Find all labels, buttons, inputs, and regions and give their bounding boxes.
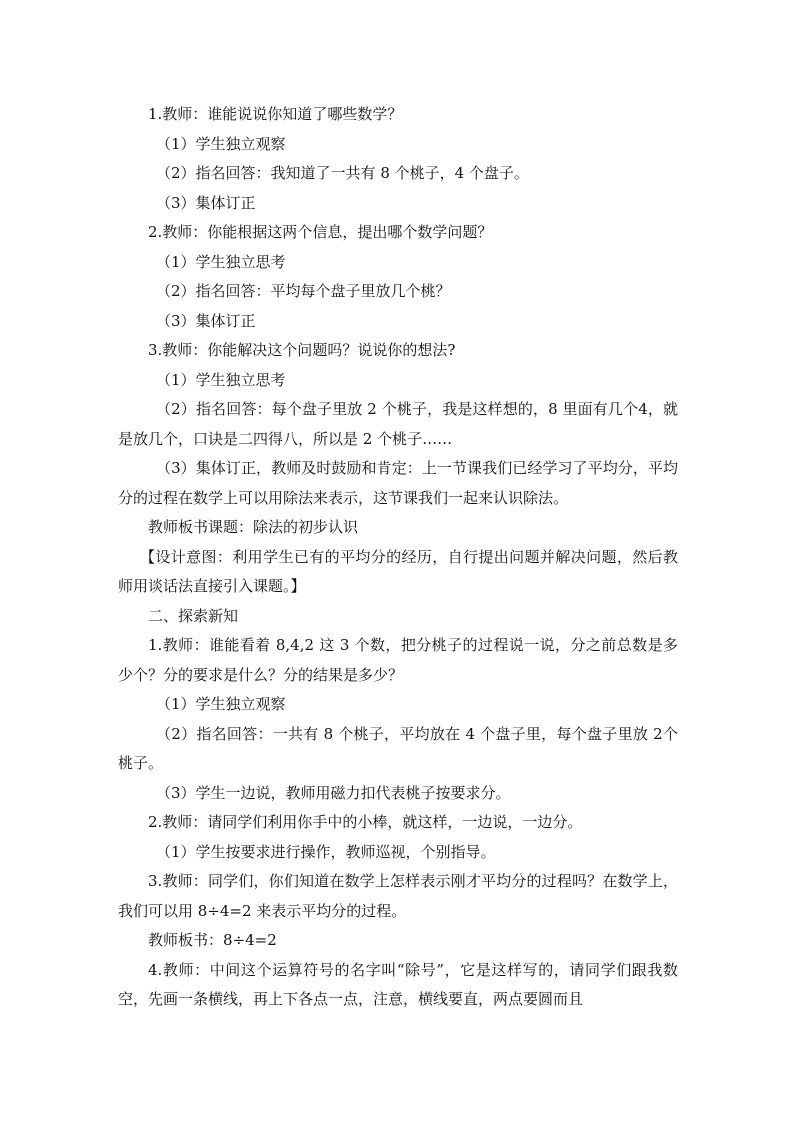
paragraph-e1-step3: （3）学生一边说，教师用磁力扣代表桃子按要求分。 (156, 783, 511, 802)
paragraph-board-title: 教师板书课题：除法的初步认识 (148, 518, 359, 536)
paragraph-e4: 4.教师：中间这个运算符号的名字叫“除号”，它是这样写的，请同学们跟我数空，先画一条横线，再上下各点一点，注意，横线要直，两点要圆而且 (118, 960, 678, 1008)
paragraph-q2: 2.教师：你能根据这两个信息，提出哪个数学问题？ (148, 223, 493, 241)
paragraph-board-equation: 教师板书：8÷4=2 (148, 931, 277, 949)
paragraph-q1-step1: （1）学生独立观察 (156, 134, 286, 153)
paragraph-q1: 1.教师：谁能说说你知道了哪些数学？ (148, 105, 403, 123)
paragraph-q1-step3: （3）集体订正 (156, 193, 256, 212)
paragraph-e1-step2: （2）指名回答：一共有 8 个桃子，平均放在 4 个盘子里，每个盘子里放 2个桃子。 (118, 724, 678, 772)
paragraph-e1-step1: （1）学生独立观察 (156, 695, 286, 713)
paragraph-q3-step1: （1）学生独立思考 (156, 370, 286, 389)
paragraph-q3-step3: （3）集体订正，教师及时鼓励和肯定：上一节课我们已经学习了平均分，平均分的过程在数学上可以用除法来表示，这节课我们一起来认识除法。 (118, 459, 678, 507)
paragraph-q2-step3: （3）集体订正 (156, 311, 256, 330)
paragraph-e3: 3.教师：同学们，你们知道在数学上怎样表示刚才平均分的过程吗？在数学上，我们可以用 8÷4=2 来表示平均分的过程。 (118, 872, 678, 920)
document-body (118, 100, 678, 1015)
section-heading-explore: 二、探索新知 (148, 606, 239, 625)
paragraph-e2-step1: （1）学生按要求进行操作，教师巡视，个别指导。 (156, 842, 496, 861)
paragraph-q1-step2: （2）指名回答：我知道了一共有 8 个桃子，4 个盘子。 (156, 164, 529, 182)
paragraph-e1: 1.教师：谁能看着 8,4,2 这 3 个数，把分桃子的过程说一说，分之前总数是多少个？分的要求是什么？分的结果是多少？ (118, 636, 678, 684)
paragraph-design-intent: 【设计意图：利用学生已有的平均分的经历，自行提出问题并解决问题，然后教师用谈话法直接引入课题。】 (118, 547, 678, 595)
paragraph-q2-step1: （1）学生独立思考 (156, 252, 286, 271)
paragraph-q3: 3.教师：你能解决这个问题吗？说说你的想法? (148, 341, 456, 359)
paragraph-q3-step2: （2）指名回答：每个盘子里放 2 个桃子，我是这样想的，8 里面有几个4，就是放几个，口诀是二四得八，所以是 2 个桃子…… (118, 400, 678, 448)
paragraph-e2: 2.教师：请同学们利用你手中的小棒，就这样，一边说，一边分。 (148, 813, 583, 831)
paragraph-q2-step2: （2）指名回答：平均每个盘子里放几个桃？ (156, 282, 451, 300)
